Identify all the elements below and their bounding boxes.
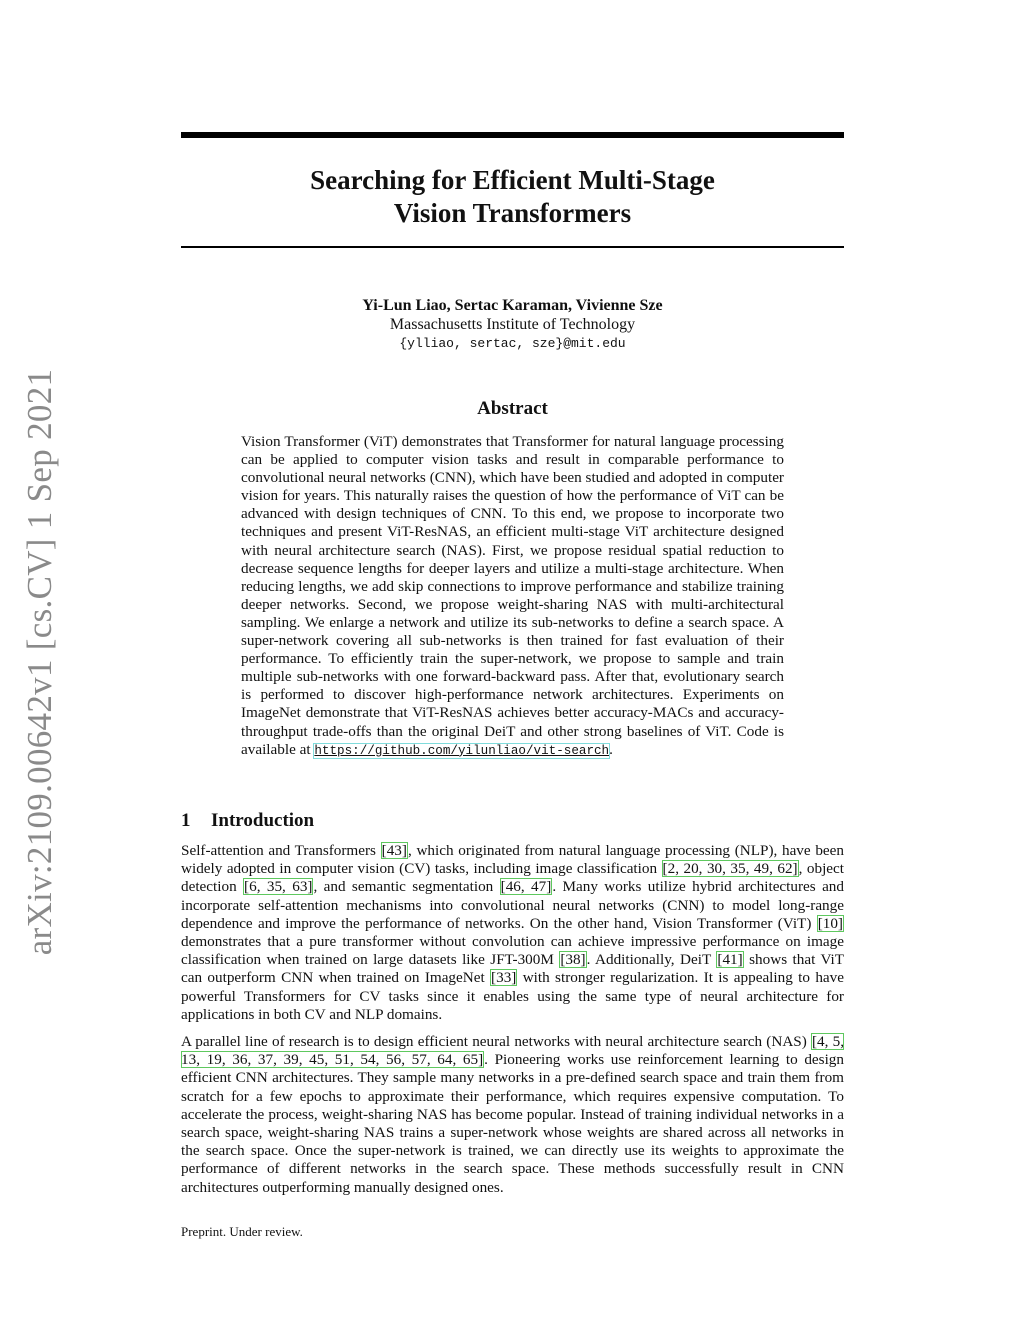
paper-title bbox=[181, 164, 844, 230]
citation-link[interactable]: [6, 35, 63] bbox=[244, 878, 313, 896]
title-line-1: Searching for Efficient Multi-Stage bbox=[310, 165, 715, 195]
footer-note: Preprint. Under review. bbox=[181, 1224, 303, 1239]
section-heading-introduction bbox=[181, 810, 844, 832]
text-segment: shows that ViT can outperform CNN when trained on ImageNet bbox=[181, 951, 845, 987]
text-segment: , and semantic segmentation bbox=[313, 878, 500, 896]
text-segment: . Pioneering works use reinforcement learning to design efficient CNN architectures. They sample many networks in a pre-defined search space and train them from scratch for a few epochs to approximate their performance, which requires expensive computation. To accelerate the process, weight-sharing NAS has become popular. Instead of training individual networks in a search space, weight-sharing NAS trains a super-network whose weights are shared across all networks in the search space. Once the super-network is trained, we can directly use its weights to approximate the performance of different networks in the search space. These methods successfully result in CNN architectures outperforming manually designed ones. bbox=[181, 1051, 844, 1196]
citation-link[interactable]: [2, 20, 30, 35, 49, 62] bbox=[662, 860, 798, 878]
author-affiliation: Massachusetts Institute of Technology bbox=[389, 316, 636, 333]
intro-paragraph-2 bbox=[181, 1033, 844, 1197]
text-segment: A parallel line of research is to design efficient neural networks with neural architecture search (NAS) bbox=[181, 1033, 811, 1050]
title-top-rule bbox=[181, 132, 844, 138]
arxiv-identifier-stamp: arXiv:2109.00642v1 [cs.CV] 1 Sep 2021 bbox=[20, 368, 59, 956]
citation-link[interactable]: [41] bbox=[717, 951, 743, 969]
author-names: Yi-Lun Liao, Sertac Karaman, Vivienne Sze bbox=[362, 297, 663, 314]
author-block bbox=[181, 296, 844, 353]
code-link[interactable]: https://github.com/yilunliao/vit-search bbox=[314, 743, 610, 758]
citation-link[interactable]: [4, 5, 13, 19, 36, 37, 39, 45, 51, 54, 56, 57, 64, 65] bbox=[181, 1033, 844, 1069]
section-number: 1 bbox=[181, 810, 191, 831]
author-email: {ylliao, sertac, sze}@mit.edu bbox=[399, 336, 626, 351]
title-bottom-rule bbox=[181, 246, 844, 248]
text-segment: . Additionally, DeiT bbox=[586, 951, 717, 969]
citation-link[interactable]: [43] bbox=[381, 842, 407, 859]
title-line-2: Vision Transformers bbox=[393, 198, 632, 228]
citation-link[interactable]: [33] bbox=[491, 969, 517, 987]
abstract-text: Vision Transformer (ViT) demonstrates that Transformer for natural language processing can be applied to computer vision tasks and result in comparable performance to convolutional neural networks (CNN), which have been studied and adopted in computer vision for years. This naturally raises the question of how the performance of ViT can be advanced with design techniques of CNN. To this end, we propose to incorporate two techniques and present ViT-ResNAS, an efficient multi-stage ViT architecture designed with neural architecture search (NAS). First, we propose residual spatial reduction to decrease sequence lengths for deeper layers and utilize a multi-stage architecture. When reducing lengths, we add skip connections to improve performance and stabilize training deeper networks. Second, we propose weight-sharing NAS with multi-architectural sampling. We enlarge a network and utilize its sub-networks to define a search space. A super-network covering all sub-networks is then trained for fast evaluation of their performance. To efficiently train the super-network, we propose to sample and train multiple sub-networks with one forward-backward pass. After that, evolutionary search is performed to discover high-performance network architectures. Experiments on ImageNet demonstrate that ViT-ResNAS achieves better accuracy-MACs and accuracy-throughput trade-offs than the original DeiT and other strong baselines of ViT. Code is available at bbox=[241, 433, 784, 758]
intro-paragraph-1 bbox=[181, 842, 844, 1024]
text-segment: , object detection bbox=[181, 860, 844, 896]
text-segment: with stronger regularization. It is appealing to have powerful Transformers for CV tasks since it enables using the same type of neural architecture for applications in both CV and NLP domains. bbox=[181, 969, 844, 1023]
citation-link[interactable]: [10] bbox=[817, 914, 843, 932]
section-title: Introduction bbox=[211, 810, 315, 831]
text-segment: , which originated from natural language processing (NLP), have been widely adopted in computer vision (CV) tasks, including image classification bbox=[181, 842, 844, 878]
citation-link[interactable]: [38] bbox=[560, 951, 586, 969]
abstract-heading: Abstract bbox=[477, 398, 548, 419]
citation-link[interactable]: [46, 47] bbox=[500, 878, 552, 896]
abstract-tail: . bbox=[609, 740, 613, 758]
text-segment: Self-attention and Transformers bbox=[181, 842, 381, 859]
text-segment: demonstrates that a pure transformer without convolution can achieve impressive performance on image classification when trained on large datasets like JFT-300M bbox=[181, 933, 844, 969]
abstract-body bbox=[241, 433, 784, 760]
text-segment: . Many works utilize hybrid architectures and incorporate self-attention mechanisms into convolutional neural networks (CNN) to model long-range dependence and improve the performance of networks. On the other hand, Vision Transformer (ViT) bbox=[181, 878, 844, 932]
